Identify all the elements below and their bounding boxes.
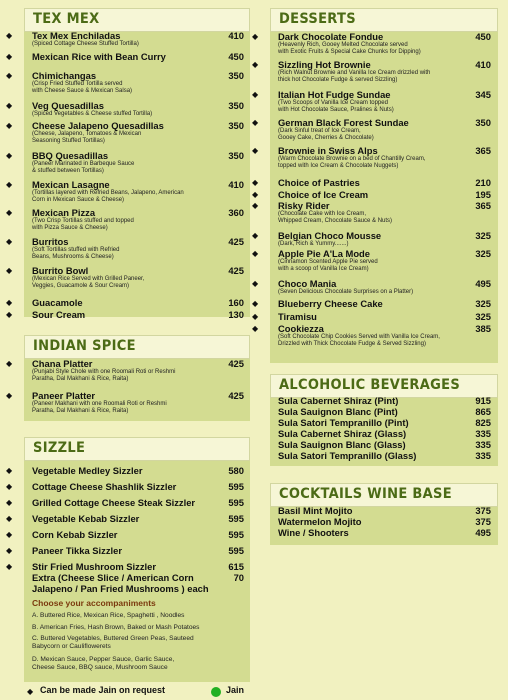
item-description: with a scoop of Vanilla Ice Cream) <box>278 265 369 272</box>
item-price: 375 <box>475 516 491 527</box>
cocktails-header <box>270 483 498 507</box>
item-description: (Punjabi Style Chole with one Roomali Roti or Reshmi <box>32 369 176 375</box>
item-price: 360 <box>228 207 244 218</box>
bullet-diamond-icon: ◆ <box>252 324 259 333</box>
bullet-diamond-icon: ◆ <box>6 498 13 507</box>
item-description: Paratha, Dal Makhani & Rice, Raita) <box>32 407 129 414</box>
bullet-diamond-icon: ◆ <box>6 359 13 368</box>
item-description: (Two Crisp Tortillas stuffed and topped <box>32 218 134 224</box>
item-name: Watermelon Mojito <box>278 516 362 527</box>
bullet-diamond-icon: ◆ <box>252 118 259 127</box>
item-name: Burritos <box>32 236 69 247</box>
item-description: (Rich Walnut Brownie and Vanilla Ice Cream drizzled with <box>278 70 431 76</box>
item-price: 825 <box>475 417 491 428</box>
jain-request-diamond-icon: ◆ <box>27 687 34 696</box>
item-name: Cookiezza <box>278 323 324 334</box>
item-price: 580 <box>228 465 244 476</box>
jain-dot-icon <box>211 687 221 697</box>
item-price: 345 <box>475 89 491 100</box>
item-description: (Spiced Cottage Cheese Stuffed Tortilla) <box>32 41 139 47</box>
item-description: thick hot Chocolate Fudge & served Sizzling) <box>278 76 398 83</box>
extra-price: 70 <box>233 572 244 583</box>
item-description: (Cheese, Jalapeno, Tomatoes & Mexican <box>32 131 142 137</box>
item-description: (Cinnamon Scented Apple Pie served <box>278 259 378 265</box>
item-description: Beans, Mushrooms & Cheese) <box>32 253 114 260</box>
bullet-diamond-icon: ◆ <box>6 101 13 110</box>
item-price: 595 <box>228 513 244 524</box>
cocktails-title: COCKTAILS WINE BASE <box>279 486 452 502</box>
item-price: 865 <box>475 406 491 417</box>
item-name: Vegetable Medley Sizzler <box>32 465 143 476</box>
bullet-diamond-icon: ◆ <box>6 562 13 571</box>
bullet-diamond-icon: ◆ <box>252 231 259 240</box>
item-price: 595 <box>228 545 244 556</box>
item-price: 325 <box>475 311 491 322</box>
bullet-diamond-icon: ◆ <box>252 201 259 210</box>
accompaniments-title: Choose your accompaniments <box>32 598 156 608</box>
sizzle-panel <box>6 437 250 682</box>
item-description: (Heavenly Rich, Gooey Melted Chocolate served <box>278 42 408 48</box>
item-description: Drizzled with Thick Chocolate Fudge & Served Sizzling) <box>278 340 426 347</box>
item-description: (Paneer Marinated in Barbeque Sauce <box>32 161 135 167</box>
item-name: Sula Cabernet Shiraz (Glass) <box>278 428 407 439</box>
item-name: Basil Mint Mojito <box>278 505 353 516</box>
item-name: Corn Kebab Sizzler <box>32 529 118 540</box>
item-description: (Dark, Rich & Yummy.......) <box>278 241 349 247</box>
bullet-diamond-icon: ◆ <box>6 71 13 80</box>
item-description: (Seven Delicious Chocolate Surprises on a Platter) <box>278 289 414 295</box>
item-price: 450 <box>475 31 491 42</box>
bullet-diamond-icon: ◆ <box>252 299 259 308</box>
item-description: (Paneer Makhani with one Roomali Roti or Reshmi <box>32 401 167 407</box>
bullet-diamond-icon: ◆ <box>6 391 13 400</box>
item-price: 425 <box>228 358 244 369</box>
tex-mex-header <box>24 8 250 32</box>
bullet-diamond-icon: ◆ <box>6 266 13 275</box>
accompaniment-option: C. Buttered Vegetables, Buttered Green Peas, Sauteed <box>32 635 194 642</box>
item-price: 350 <box>475 117 491 128</box>
item-description: Whipped Cream, Chocolate Sauce & Nuts) <box>278 217 393 224</box>
item-price: 595 <box>228 497 244 508</box>
extra-line: Extra (Cheese Slice / American Corn <box>32 572 194 583</box>
item-name: Choice of Ice Cream <box>278 189 369 200</box>
item-description: Corn in Mexican Sauce & Cheese) <box>32 196 125 203</box>
item-description: & stuffed between Tortillas) <box>32 167 104 174</box>
item-name: Sizzling Hot Brownie <box>278 59 371 70</box>
item-price: 130 <box>228 309 244 320</box>
item-description: with Hot Chocolate Sauce, Pralines & Nuts) <box>278 106 394 113</box>
indian-spice-title: INDIAN SPICE <box>33 338 136 354</box>
item-description: (Two Scoops of Vanilla Ice Cream topped <box>278 100 388 106</box>
item-name: Paneer Platter <box>32 390 96 401</box>
item-description: Seasoning Stuffed Tortillas) <box>32 137 105 144</box>
item-price: 615 <box>228 561 244 572</box>
item-price: 350 <box>228 120 244 131</box>
item-description: (Crisp Fried Stuffed Tortilla served <box>32 81 123 87</box>
bullet-diamond-icon: ◆ <box>6 208 13 217</box>
item-description: Paratha, Dal Makhani & Rice, Raita) <box>32 375 129 382</box>
item-description: (Dark Sinful treat of Ice Cream, <box>278 128 361 134</box>
item-price: 495 <box>475 527 491 538</box>
bullet-diamond-icon: ◆ <box>252 178 259 187</box>
item-name: Choice of Pastries <box>278 177 360 188</box>
item-price: 375 <box>475 505 491 516</box>
tex-mex-panel <box>6 8 250 320</box>
item-name: Brownie in Swiss Alps <box>278 145 378 156</box>
item-name: Cottage Cheese Shashlik Sizzler <box>32 481 177 492</box>
item-price: 410 <box>228 30 244 41</box>
item-name: Burrito Bowl <box>32 265 89 276</box>
item-name: Apple Pie A'La Mode <box>278 248 370 259</box>
item-price: 335 <box>475 439 491 450</box>
item-name: Veg Quesadillas <box>32 100 104 111</box>
tex-mex-title: TEX MEX <box>33 11 100 27</box>
item-description: topped with Ice Cream & Chocolate Nuggets) <box>278 162 399 169</box>
item-name: Sula Satori Tempranillo (Pint) <box>278 417 409 428</box>
cocktails-panel <box>270 483 498 545</box>
item-name: Tiramisu <box>278 311 317 322</box>
item-price: 425 <box>228 236 244 247</box>
bullet-diamond-icon: ◆ <box>6 180 13 189</box>
item-price: 450 <box>228 51 244 62</box>
item-name: Guacamole <box>32 297 83 308</box>
bullet-diamond-icon: ◆ <box>6 310 13 319</box>
item-name: German Black Forest Sundae <box>278 117 409 128</box>
item-description: (Mexican Rice Served with Grilled Paneer, <box>32 276 145 282</box>
indian-spice-header <box>24 335 250 359</box>
jain-request-label: Can be made Jain on request <box>40 685 166 695</box>
bullet-diamond-icon: ◆ <box>252 32 259 41</box>
item-price: 350 <box>228 70 244 81</box>
bullet-diamond-icon: ◆ <box>6 466 13 475</box>
item-name: Mexican Lasagne <box>32 179 110 190</box>
item-name: Wine / Shooters <box>278 527 349 538</box>
desserts-title: DESSERTS <box>279 11 356 27</box>
bullet-diamond-icon: ◆ <box>6 31 13 40</box>
item-description: Gooey Cake, Cherries & Chocolate) <box>278 134 374 141</box>
item-name: Vegetable Kebab Sizzler <box>32 513 140 524</box>
item-name: Tex Mex Enchiladas <box>32 30 121 41</box>
accompaniment-option: B. American Fries, Hash Brown, Baked or Mash Potatoes <box>32 624 200 631</box>
item-name: Italian Hot Fudge Sundae <box>278 89 391 100</box>
item-description: (Soft Tortillas stuffed with Refried <box>32 247 120 253</box>
item-name: Sula Cabernet Shiraz (Pint) <box>278 395 399 406</box>
bullet-diamond-icon: ◆ <box>6 546 13 555</box>
item-name: Cheese Jalapeno Quesadillas <box>32 120 164 131</box>
item-description: (Chocolate Cake with Ice Cream, <box>278 211 367 217</box>
item-price: 595 <box>228 529 244 540</box>
accompaniment-option: Cheese Sauce, BBQ sauce, Mushroom Sauce <box>32 664 168 671</box>
item-price: 425 <box>228 265 244 276</box>
item-name: Risky Rider <box>278 200 330 211</box>
item-name: Blueberry Cheese Cake <box>278 298 383 309</box>
desserts-panel <box>252 8 498 363</box>
item-price: 410 <box>228 179 244 190</box>
bullet-diamond-icon: ◆ <box>6 514 13 523</box>
item-price: 495 <box>475 278 491 289</box>
item-name: Sula Sauignon Blanc (Pint) <box>278 406 398 417</box>
item-description: with Cheese Sauce & Mexican Salsa) <box>32 87 133 94</box>
item-price: 595 <box>228 481 244 492</box>
item-name: Paneer Tikka Sizzler <box>32 545 122 556</box>
jain-label: Jain <box>226 685 245 695</box>
item-name: Sula Sauignon Blanc (Glass) <box>278 439 406 450</box>
item-name: Grilled Cottage Cheese Steak Sizzler <box>32 497 196 508</box>
accompaniment-option: Babycorn or Cauliflowerets <box>32 643 111 650</box>
bullet-diamond-icon: ◆ <box>6 530 13 539</box>
item-name: Stir Fried Mushroom Sizzler <box>32 561 156 572</box>
bullet-diamond-icon: ◆ <box>252 279 259 288</box>
item-name: Sula Satori Tempranillo (Glass) <box>278 450 417 461</box>
item-price: 385 <box>475 323 491 334</box>
item-price: 210 <box>475 177 491 188</box>
bullet-diamond-icon: ◆ <box>252 146 259 155</box>
item-description: (Warm Chocolate Brownie on a bed of Chantilly Cream, <box>278 156 426 162</box>
extra-line: Jalapeno / Pan Fried Mushrooms ) each <box>32 583 209 594</box>
item-description: (Soft Chocolate Chip Cookies Served with Vanilla Ice Cream, <box>278 334 440 340</box>
item-price: 325 <box>475 248 491 259</box>
item-price: 425 <box>228 390 244 401</box>
item-price: 350 <box>228 150 244 161</box>
bullet-diamond-icon: ◆ <box>6 482 13 491</box>
bullet-diamond-icon: ◆ <box>252 60 259 69</box>
sizzle-header <box>24 437 250 461</box>
accompaniment-option: A. Buttered Rice, Mexican Rice, Spaghetti , Noodles <box>32 612 185 619</box>
item-price: 325 <box>475 230 491 241</box>
accompaniment-option: D. Mexican Sauce, Pepper Sauce, Garlic Sauce, <box>32 656 175 663</box>
item-name: Dark Chocolate Fondue <box>278 31 384 42</box>
item-price: 410 <box>475 59 491 70</box>
item-price: 335 <box>475 428 491 439</box>
item-name: Mexican Rice with Bean Curry <box>32 51 166 62</box>
alcoholic-title: ALCOHOLIC BEVERAGES <box>279 377 461 393</box>
bullet-diamond-icon: ◆ <box>6 151 13 160</box>
item-price: 915 <box>475 395 491 406</box>
item-name: Chana Platter <box>32 358 93 369</box>
bullet-diamond-icon: ◆ <box>252 90 259 99</box>
bullet-diamond-icon: ◆ <box>252 190 259 199</box>
item-name: Sour Cream <box>32 309 86 320</box>
item-name: Choco Mania <box>278 278 337 289</box>
indian-spice-panel <box>6 335 250 421</box>
item-name: Mexican Pizza <box>32 207 96 218</box>
item-name: Belgian Choco Mousse <box>278 230 382 241</box>
item-description: with Exotic Fruits & Special Cake Chunks for Dipping) <box>278 48 421 55</box>
item-price: 160 <box>228 297 244 308</box>
item-price: 365 <box>475 200 491 211</box>
item-price: 325 <box>475 298 491 309</box>
sizzle-title: SIZZLE <box>33 440 86 456</box>
item-price: 350 <box>228 100 244 111</box>
item-name: BBQ Quesadillas <box>32 150 109 161</box>
bullet-diamond-icon: ◆ <box>6 121 13 130</box>
item-price: 195 <box>475 189 491 200</box>
item-name: Chimichangas <box>32 70 97 81</box>
bullet-diamond-icon: ◆ <box>252 249 259 258</box>
item-price: 365 <box>475 145 491 156</box>
item-description: Veggies, Guacamole & Sour Cream) <box>32 282 130 289</box>
bullet-diamond-icon: ◆ <box>6 298 13 307</box>
item-price: 335 <box>475 450 491 461</box>
item-description: (Spiced Vegetables & Cheese stuffed Tortilla) <box>32 111 153 117</box>
desserts-header <box>270 8 498 32</box>
bullet-diamond-icon: ◆ <box>6 237 13 246</box>
item-description: with Pizza Sauce & Cheese) <box>32 224 108 231</box>
bullet-diamond-icon: ◆ <box>6 52 13 61</box>
bullet-diamond-icon: ◆ <box>252 312 259 321</box>
item-description: (Tortillas layered with Refried Beans, Jalapeno, American <box>32 190 184 196</box>
alcoholic-panel <box>270 374 498 466</box>
